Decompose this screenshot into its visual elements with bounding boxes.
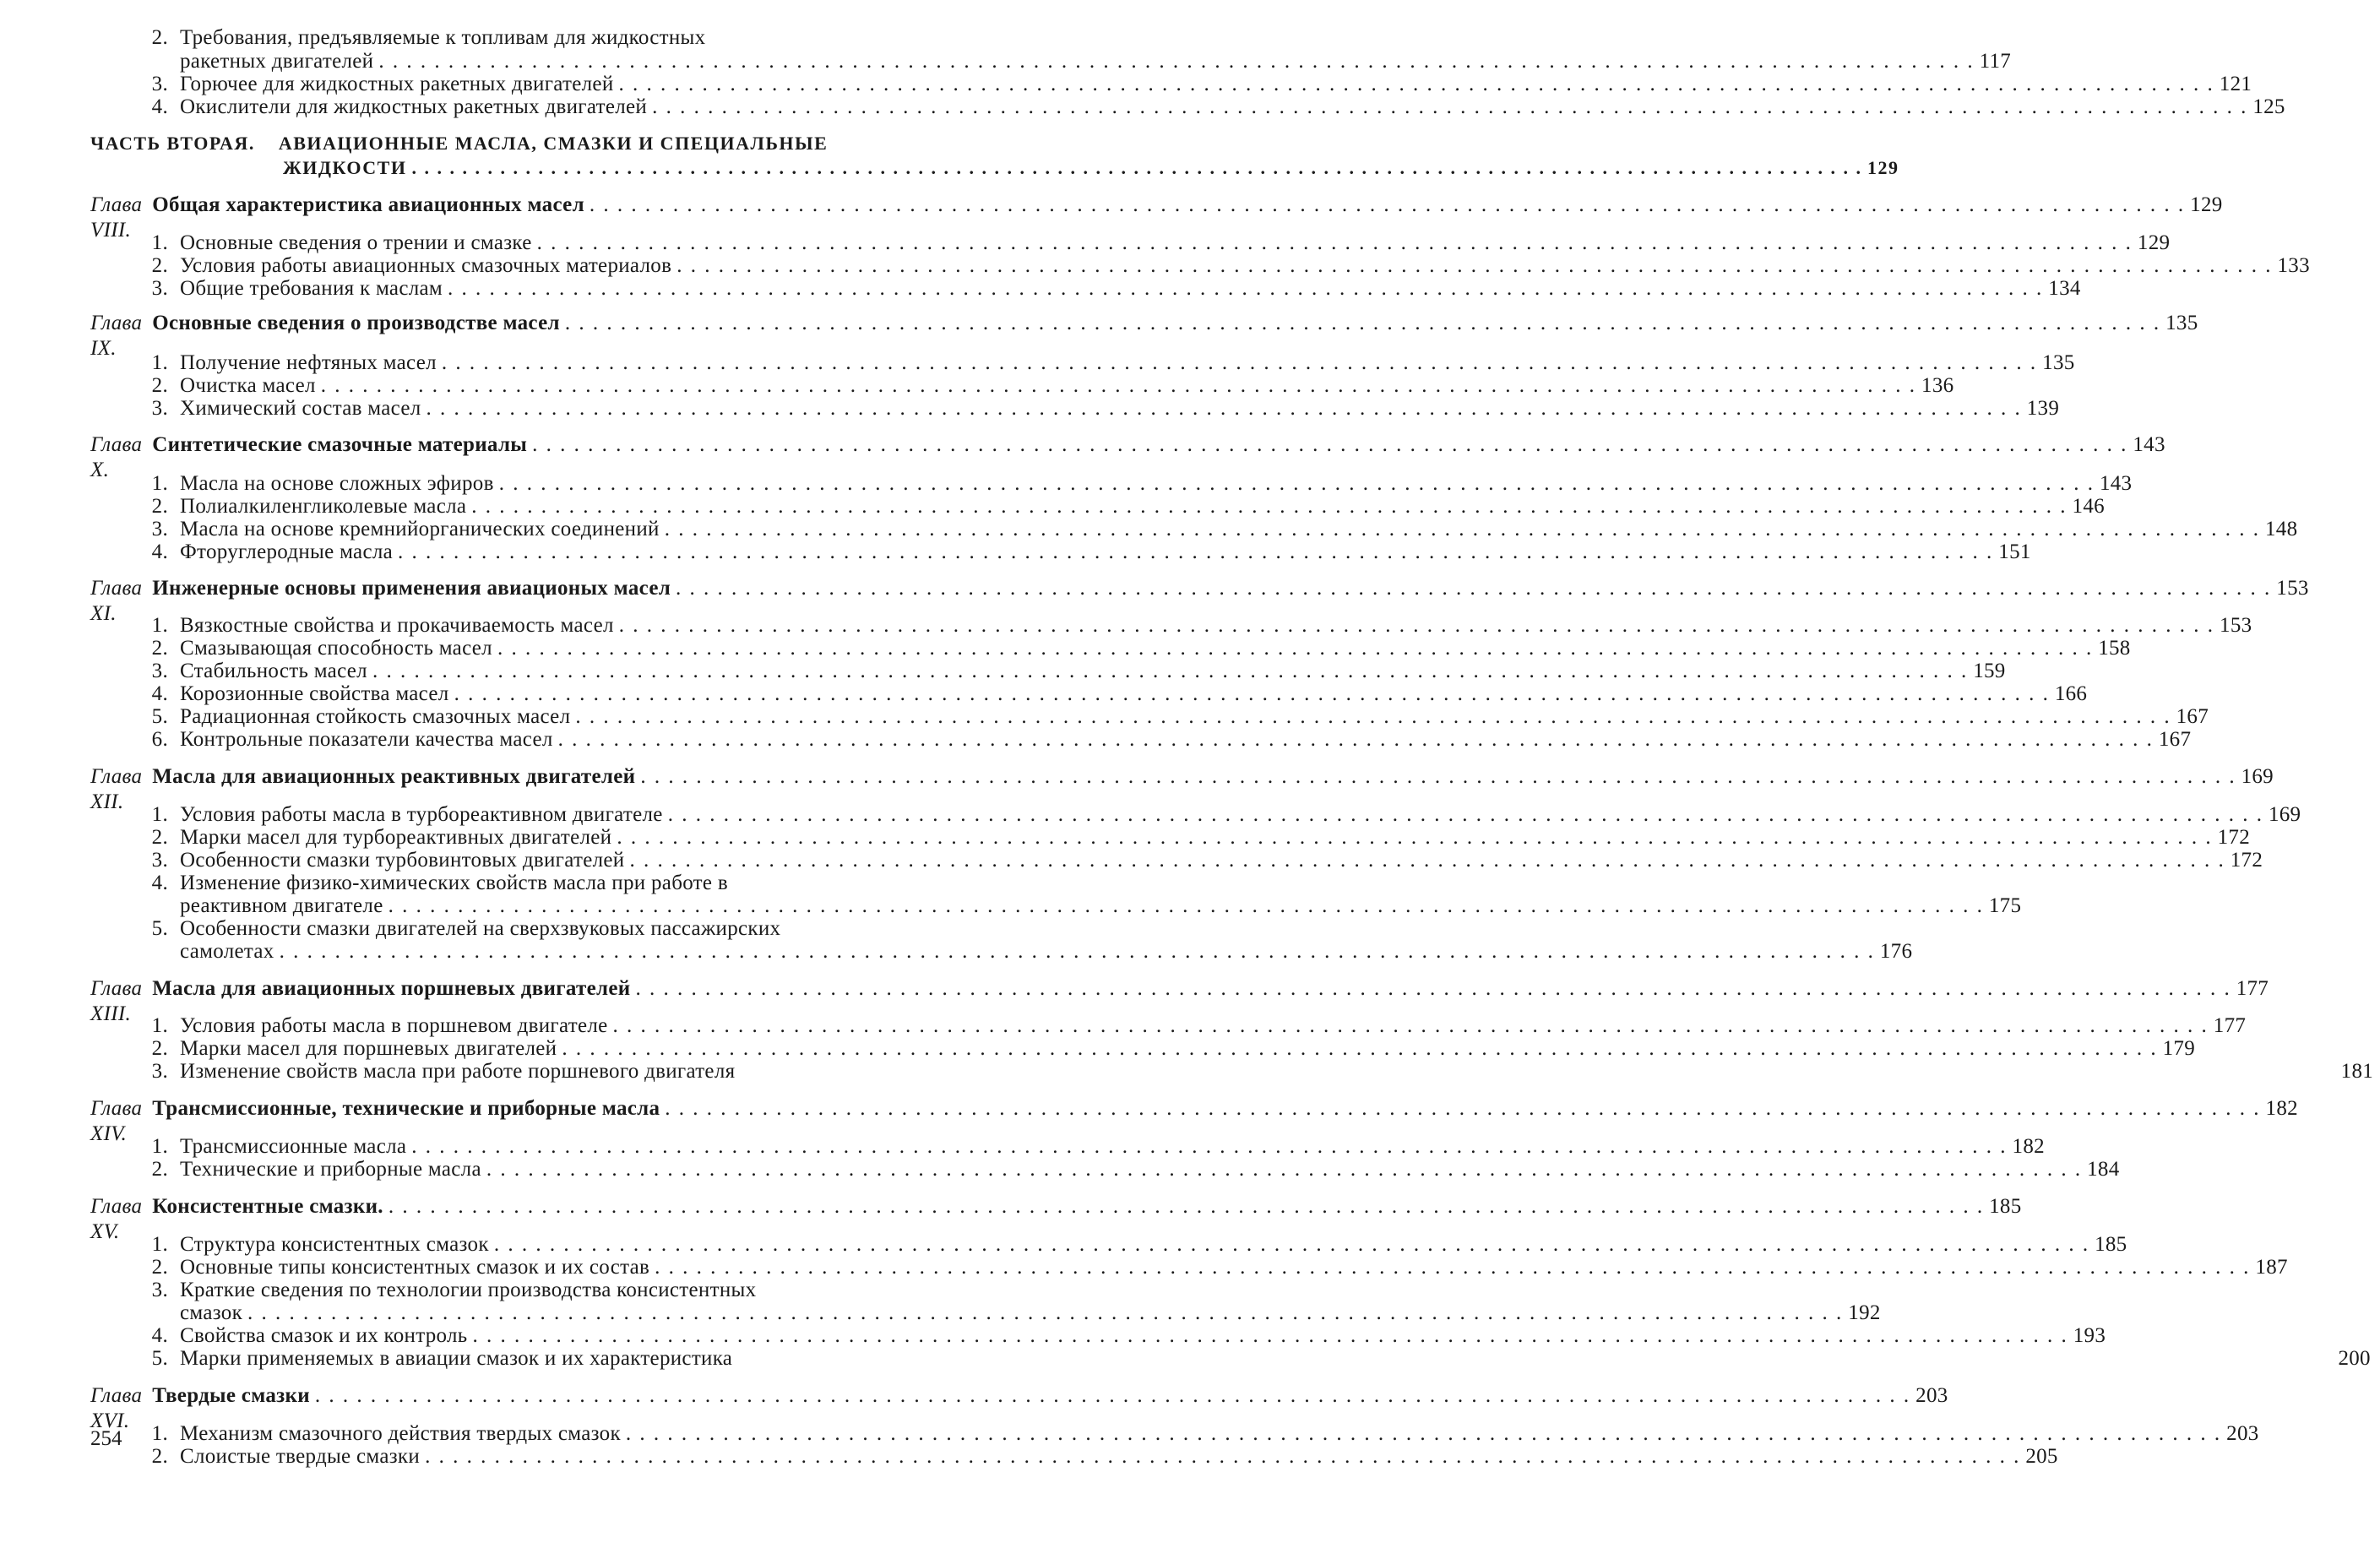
leader-dots: [590, 193, 2185, 218]
entry-title: ракетных двигателей: [180, 50, 374, 73]
page-number-ref: 177: [2236, 977, 2269, 1000]
toc-entry: [0, 25, 1089, 51]
leader-dots: [448, 276, 2043, 301]
entry-title: самолетах: [180, 940, 274, 963]
page-number-ref: 158: [2098, 637, 2131, 660]
entry-number: 5.: [151, 917, 168, 940]
page-number-ref: 121: [2219, 73, 2252, 95]
chapter-title: Консистентные смазки.: [152, 1195, 383, 1218]
entry-number: 1.: [151, 803, 168, 826]
toc-entry-continuation: [0, 49, 2012, 74]
entry-title: реактивном двигателе: [180, 894, 383, 917]
toc-chapter-entry: [0, 432, 2165, 481]
entry-title: смазок: [180, 1301, 243, 1324]
toc-chapter-entry: [0, 1194, 2022, 1243]
entry-title: Горючее для жидкостных ракетных двигателей: [180, 73, 614, 95]
entry-number: 4.: [151, 872, 168, 894]
page-number-ref: 203: [1915, 1384, 1948, 1407]
entry-title: Структура консистентных смазок: [180, 1233, 489, 1256]
chapter-label: Глава X.: [90, 433, 143, 481]
entry-title: Получение нефтяных масел: [180, 351, 437, 374]
leader-dots: [247, 1301, 1843, 1326]
page-number-ref: 146: [2072, 495, 2105, 518]
entry-number: 2.: [151, 254, 168, 277]
entry-title: Трансмиссионные масла: [180, 1135, 407, 1158]
page-number-ref: 151: [1998, 540, 2031, 563]
leader-dots: [619, 72, 2214, 97]
page-number-ref: 139: [2026, 397, 2060, 420]
entry-title: Условия работы авиационных смазочных материалов: [180, 254, 672, 277]
chapter-label: Глава XII.: [90, 765, 143, 813]
leader-dots: [575, 704, 2171, 730]
leader-dots: [494, 1232, 2089, 1257]
leader-dots: [411, 1134, 2007, 1160]
toc-chapter-entry: [0, 764, 2274, 813]
entry-title: Марки применяемых в авиации смазок и их характеристика: [180, 1347, 733, 1370]
entry-number: 1.: [151, 351, 168, 374]
leader-dots: [558, 727, 2154, 752]
page-number-ref: 175: [1988, 894, 2022, 917]
entry-title: Общие требования к маслам: [180, 277, 443, 300]
leader-dots: [497, 636, 2093, 661]
entry-title: Вязкостные свойства и прокачиваемость масел: [180, 614, 614, 637]
toc-entry: [0, 1278, 1089, 1303]
entry-number: 2.: [151, 495, 168, 518]
part-title: ЖИДКОСТИ: [283, 157, 407, 178]
toc-entry-continuation: [0, 939, 1913, 964]
leader-dots: [532, 432, 2127, 458]
part-label: ЧАСТЬ ВТОРАЯ.: [90, 133, 255, 154]
page-number-ref: 181: [2340, 1060, 2374, 1083]
entry-title: Смазывающая способность масел: [180, 637, 492, 660]
toc-entry: [0, 253, 2310, 279]
leader-dots: [629, 848, 2225, 873]
page-number-ref: 148: [2264, 518, 2298, 540]
chapter-title: Основные сведения о производстве масел: [152, 312, 560, 334]
entry-title: Марки масел для поршневых двигателей: [180, 1037, 557, 1060]
toc-entry: [0, 659, 2006, 684]
chapter-label: Глава IX.: [90, 312, 143, 360]
page-number-ref: 136: [1921, 374, 1954, 397]
chapter-title: Масла для авиационных поршневых двигателей: [152, 977, 631, 1000]
toc-entry: [0, 1346, 2371, 1371]
entry-number: 1.: [151, 1014, 168, 1037]
page-number-ref: 172: [2230, 849, 2263, 872]
entry-title: Очистка масел: [180, 374, 316, 397]
page-number-ref: 153: [2276, 577, 2309, 600]
page-number-ref: 192: [1848, 1301, 1881, 1324]
leader-dots: [315, 1383, 1910, 1409]
entry-title: Условия работы масла в поршневом двигателе: [180, 1014, 608, 1037]
page-number-ref: 177: [2213, 1014, 2247, 1037]
leader-dots: [613, 1013, 2209, 1039]
leader-dots: [398, 540, 1993, 565]
toc-entry: [0, 848, 2263, 873]
leader-dots: [665, 1096, 2260, 1122]
entry-title: Краткие сведения по технологии производства консистентных: [180, 1279, 757, 1301]
toc-entry: [0, 727, 2192, 752]
leader-dots: [473, 1323, 2068, 1349]
page-number-ref: 129: [2137, 231, 2171, 254]
toc-entry: [0, 825, 2251, 850]
page-number-ref: 129: [1867, 157, 1899, 178]
leader-dots: [499, 471, 2095, 497]
toc-entry: [0, 1134, 2045, 1160]
entry-number: 2.: [151, 1037, 168, 1060]
entry-number: 2.: [151, 374, 168, 397]
entry-title: Радиационная стойкость смазочных масел: [180, 705, 571, 728]
chapter-title: Инженерные основы применения авиационых масел: [152, 577, 671, 600]
page-number-ref: 135: [2165, 312, 2198, 334]
toc-entry: [0, 1323, 2106, 1349]
leader-dots: [640, 764, 2236, 790]
chapter-title: Общая характеристика авиационных масел: [152, 193, 584, 216]
entry-number: 3.: [151, 849, 168, 872]
leader-dots: [565, 311, 2160, 336]
page-number-ref: 143: [2099, 472, 2133, 495]
entry-number: 1.: [151, 614, 168, 637]
leader-dots: [442, 350, 2037, 376]
leader-dots: [389, 893, 1984, 919]
toc-entry: [0, 802, 2301, 828]
leader-dots: [486, 1157, 2082, 1182]
entry-title: Изменение свойств масла при работе поршневого двигателя: [180, 1060, 736, 1083]
toc-entry-continuation: [0, 893, 2022, 919]
toc-entry: [0, 1157, 2120, 1182]
leader-dots: [652, 95, 2247, 120]
entry-title: Полиалкиленгликолевые масла: [180, 495, 467, 518]
page-number-ref: 134: [2048, 277, 2081, 300]
toc-entry: [0, 613, 2252, 638]
toc-entry: [0, 494, 2105, 519]
page-number-ref: 184: [2087, 1158, 2120, 1181]
entry-number: 3.: [151, 73, 168, 95]
leader-dots: [619, 613, 2214, 638]
entry-number: 2.: [151, 1256, 168, 1279]
chapter-title: Масла для авиационных реактивных двигателей: [152, 765, 636, 788]
toc-entry: [0, 1036, 2196, 1062]
toc-entry-continuation: [0, 1301, 1881, 1326]
page-number-ref: 182: [2265, 1097, 2298, 1120]
entry-number: 5.: [151, 705, 168, 728]
entry-number: 5.: [151, 1347, 168, 1370]
chapter-title: Трансмиссионные, технические и приборные масла: [152, 1097, 660, 1120]
entry-title: Марки масел для турбореактивных двигателей: [180, 826, 612, 849]
leader-dots: [537, 231, 2133, 256]
entry-title: Требования, предъявляемые к топливам для жидкостных: [180, 26, 706, 49]
page-number-ref: 125: [2252, 95, 2285, 118]
entry-title: Корозионные свойства масел: [180, 682, 449, 705]
toc-entry: [0, 72, 2252, 97]
page-number-ref: 182: [2012, 1135, 2045, 1158]
chapter-label: Глава XI.: [90, 577, 143, 625]
page-number-ref: 167: [2176, 705, 2209, 728]
entry-title: Механизм смазочного действия твердых смазок: [180, 1422, 621, 1445]
page-number-ref: 143: [2133, 433, 2165, 456]
entry-number: 4.: [151, 95, 168, 118]
entry-number: 1.: [151, 1422, 168, 1445]
leader-dots: [389, 1194, 1984, 1219]
entry-number: 1.: [151, 1233, 168, 1256]
toc-entry: [0, 1421, 2259, 1447]
entry-title: Масла на основе сложных эфиров: [180, 472, 494, 495]
entry-title: Химический состав масел: [180, 397, 421, 420]
entry-title: Особенности смазки двигателей на сверхзвуковых пассажирских: [180, 917, 781, 940]
page-number-ref: 135: [2042, 351, 2075, 374]
page-number-ref: 159: [1973, 660, 2006, 682]
toc-entry: [0, 471, 2133, 497]
toc-entry: [0, 1013, 2247, 1039]
chapter-label: Глава XIV.: [90, 1097, 143, 1145]
entry-title: Изменение физико-химических свойств масла при работе в: [180, 872, 728, 894]
chapter-label: Глава XV.: [90, 1195, 143, 1243]
toc-chapter-entry: [0, 1383, 1948, 1432]
entry-title: Особенности смазки турбовинтовых двигателей: [180, 849, 625, 872]
page-number-ref: 153: [2220, 614, 2252, 637]
toc-chapter-entry: [0, 1096, 2298, 1145]
entry-title: Основные сведения о трении и смазке: [180, 231, 532, 254]
entry-number: 3.: [151, 1279, 168, 1301]
toc-chapter-entry: [0, 576, 2309, 625]
leader-dots: [676, 576, 2271, 601]
toc-entry: [0, 1255, 2288, 1280]
page-number-ref: 193: [2073, 1324, 2106, 1347]
leader-dots: [425, 1444, 2020, 1469]
toc-entry: [0, 396, 2060, 421]
page-number-ref: 200: [2338, 1347, 2371, 1370]
entry-title: Условия работы масла в турбореактивном двигателе: [180, 803, 663, 826]
entry-number: 1.: [151, 472, 168, 495]
leader-dots: [454, 682, 2050, 707]
page-number-ref: 185: [2095, 1233, 2127, 1256]
entry-number: 4.: [151, 1324, 168, 1347]
page-number-ref: 169: [2241, 765, 2274, 788]
chapter-label: Глава XVI.: [90, 1384, 143, 1432]
toc-entry: [0, 916, 1089, 942]
page-number-ref: 117: [1979, 50, 2012, 73]
page-number-ref: 172: [2217, 826, 2251, 849]
toc-entry: [0, 704, 2209, 730]
toc-entry: [0, 373, 1954, 399]
leader-dots: [668, 802, 2263, 828]
toc-entry: [0, 350, 2075, 376]
toc-entry: [0, 231, 2171, 256]
entry-title: Фторуглеродные масла: [180, 540, 394, 563]
toc-entry: [0, 540, 2031, 565]
page-number-ref: 187: [2255, 1256, 2288, 1279]
entry-title: Стабильность масел: [180, 660, 367, 682]
entry-title: Контрольные показатели качества масел: [180, 728, 553, 751]
entry-number: 2.: [151, 26, 168, 49]
toc-entry: [0, 1232, 2127, 1257]
entry-title: Основные типы консистентных смазок и их состав: [180, 1256, 650, 1279]
entry-number: 3.: [151, 277, 168, 300]
leader-dots: [626, 1421, 2221, 1447]
chapter-label: Глава XIII.: [90, 977, 143, 1025]
toc-chapter-entry: [0, 193, 2223, 242]
toc-entry: [0, 1444, 2058, 1469]
toc-entry: [0, 636, 2131, 661]
entry-title: Масла на основе кремнийорганических соединений: [180, 518, 660, 540]
leader-dots: [617, 825, 2212, 850]
chapter-label: Глава VIII.: [90, 193, 143, 242]
leader-dots: [378, 49, 1974, 74]
leader-dots: [471, 494, 2067, 519]
toc-entry: [0, 682, 2088, 707]
toc-part-entry: [0, 155, 1899, 181]
page-number-ref: 179: [2162, 1037, 2196, 1060]
page-number-ref: 133: [2277, 254, 2310, 277]
leader-dots: [372, 659, 1968, 684]
entry-number: 6.: [151, 728, 168, 751]
toc-part-entry: [0, 131, 1041, 156]
entry-number: 4.: [151, 682, 168, 705]
toc-entry: [0, 871, 1089, 896]
leader-dots: [635, 976, 2231, 1002]
leader-dots: [677, 253, 2272, 279]
page-number-ref: 185: [1989, 1195, 2022, 1218]
leader-dots: [411, 155, 1862, 181]
page-number-ref: 169: [2268, 803, 2301, 826]
entry-number: 3.: [151, 1060, 168, 1083]
toc-entry: [0, 95, 2285, 120]
leader-dots: [280, 939, 1875, 964]
leader-dots: [655, 1255, 2250, 1280]
page-number-ref: 176: [1879, 940, 1913, 963]
page-number-ref: 166: [2054, 682, 2088, 705]
leader-dots: [321, 373, 1916, 399]
chapter-title: Твердые смазки: [152, 1384, 310, 1407]
toc-chapter-entry: [0, 976, 2269, 1025]
entry-number: 2.: [151, 637, 168, 660]
page-number-ref: 203: [2226, 1422, 2259, 1445]
page-number-ref: 167: [2158, 728, 2192, 751]
entry-number: 1.: [151, 1135, 168, 1158]
entry-number: 2.: [151, 1445, 168, 1468]
part-title: АВИАЦИОННЫЕ МАСЛА, СМАЗКИ И СПЕЦИАЛЬНЫЕ: [278, 133, 829, 154]
chapter-title: Синтетические смазочные материалы: [152, 433, 528, 456]
leader-dots: [665, 517, 2260, 542]
entry-number: 3.: [151, 518, 168, 540]
entry-title: Окислители для жидкостных ракетных двигателей: [180, 95, 648, 118]
page-number-ref: 129: [2190, 193, 2223, 216]
page-number-ref: 205: [2025, 1445, 2058, 1468]
entry-title: Слоистые твердые смазки: [180, 1445, 421, 1468]
leader-dots: [562, 1036, 2157, 1062]
entry-title: Свойства смазок и их контроль: [180, 1324, 468, 1347]
toc-chapter-entry: [0, 311, 2198, 360]
leader-dots: [427, 396, 2022, 421]
toc-entry: [0, 1059, 2374, 1084]
entry-number: 4.: [151, 540, 168, 563]
entry-number: 1.: [151, 231, 168, 254]
page-number: 254: [90, 1427, 122, 1450]
entry-title: Технические и приборные масла: [180, 1158, 481, 1181]
entry-number: 3.: [151, 397, 168, 420]
entry-number: 2.: [151, 826, 168, 849]
entry-number: 3.: [151, 660, 168, 682]
entry-number: 2.: [151, 1158, 168, 1181]
toc-entry: [0, 276, 2081, 301]
toc-entry: [0, 517, 2298, 542]
